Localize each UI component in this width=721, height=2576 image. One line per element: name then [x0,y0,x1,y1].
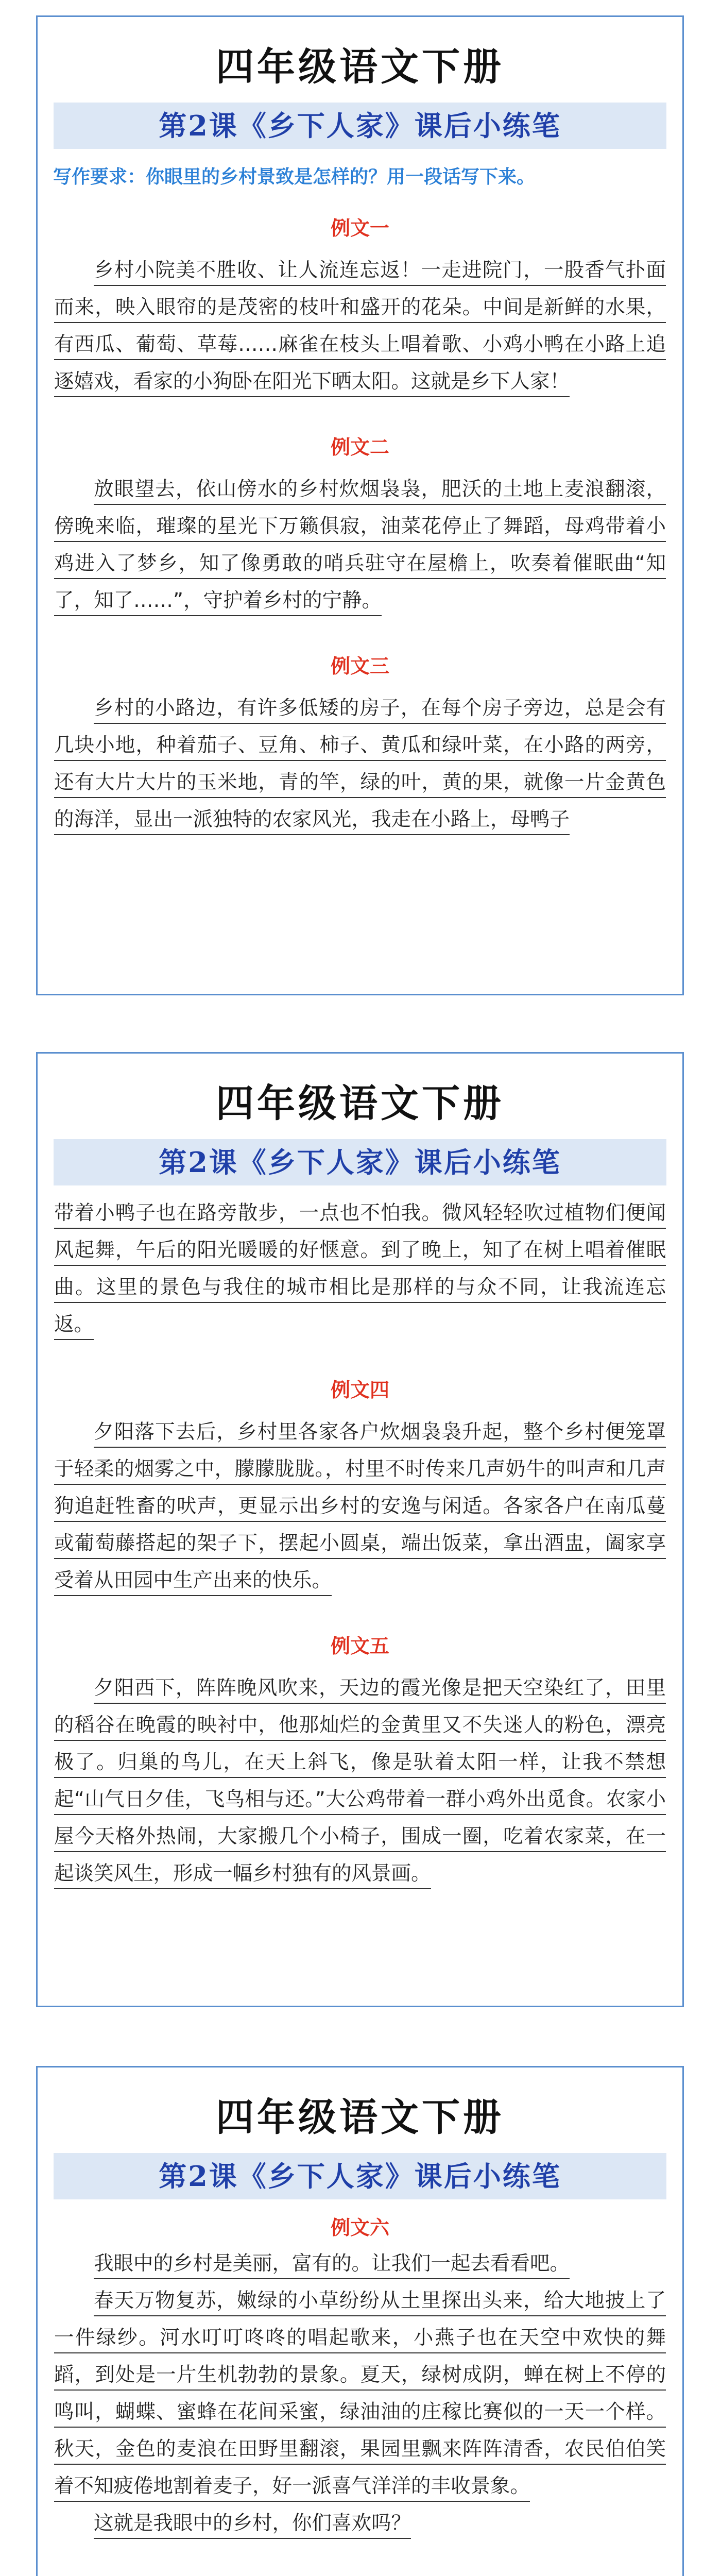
essay-heading: 例文四 [330,1379,389,1401]
worksheet-page-1 [36,15,684,995]
essay-paragraph [54,2282,666,2505]
essay-paragraph [54,2505,666,2542]
essay-paragraph [54,1670,666,1892]
lesson-subtitle: 第2课《乡下人家》课后小练笔 [54,2153,666,2199]
essay-text: 夕阳落下去后，乡村里各家各户炊烟袅袅升起，整个乡村便笼罩于轻柔的烟雾之中，朦朦胧胧。，村里不时传来几声奶牛的叫声和几声狗追赶牲畜的吠声，更显示出乡村的安逸与闲适。各家各户在南瓜蔓或葡萄藤搭起的架子下，摆起小圆桌，端出饭菜，拿出酒盅，阖家享受着从田园中生产出来的快乐。 [54,1420,666,1596]
essay-text: 这就是我眼中的乡村，你们喜欢吗？ [94,2512,411,2539]
worksheet-page-2 [36,1052,684,2007]
lesson-subtitle: 第2课《乡下人家》课后小练笔 [54,103,666,149]
essay-heading: 例文二 [330,436,389,459]
page-title: 四年级语文下册 [216,45,504,89]
writing-requirement: 写作要求：你眼里的乡村景致是怎样的？用一段话写下来。 [53,166,536,188]
essay-text: 夕阳西下，阵阵晚风吹来，天边的霞光像是把天空染红了，田里的稻谷在晚霞的映衬中，他那灿烂的金黄里又不失迷人的粉色，漂亮极了。归巢的鸟儿，在天上斜飞，像是驮着太阳一样，让我不禁想起“山气日夕佳，飞鸟相与还。”大公鸡带着一群小鸡外出觅食。农家小屋今天格外热闹，大家搬几个小椅子，围成一圈，吃着农家菜，在一起谈笑风生，形成一幅乡村独有的风景画。 [54,1676,666,1889]
essay-paragraph [54,1414,666,1599]
page-title: 四年级语文下册 [216,2095,504,2140]
essay-paragraph-continued [54,1195,666,1343]
worksheet-page-3 [36,2066,684,2576]
essay-paragraph [54,690,666,838]
essay-text: 乡村的小路边，有许多低矮的房子，在每个房子旁边，总是会有几块小地，种着茄子、豆角、柿子、黄瓜和绿叶菜，在小路的两旁，还有大片大片的玉米地，青的竿，绿的叶，黄的果，就像一片金黄色的海洋，显出一派独特的农家风光，我走在小路上，母鸭子 [54,697,666,835]
essay-paragraph [54,2245,666,2282]
essay-heading: 例文六 [330,2216,389,2239]
essay-text: 乡村小院美不胜收、让人流连忘返！一走进院门，一股香气扑面而来，映入眼帘的是茂密的枝叶和盛开的花朵。中间是新鲜的水果，有西瓜、葡萄、草莓……麻雀在枝头上唱着歌、小鸡小鸭在小路上追逐嬉戏，看家的小狗卧在阳光下晒太阳。这就是乡下人家！ [54,259,666,397]
essay-text: 春天万物复苏，嫩绿的小草纷纷从土里探出头来，给大地披上了一件绿纱。河水叮叮咚咚的唱起歌来，小燕子也在天空中欢快的舞蹈，到处是一片生机勃勃的景象。夏天，绿树成阴，蝉在树上不停的鸣叫，蝴蝶、蜜蜂在花间采蜜，绿油油的庄稼比赛似的一天一个样。秋天，金色的麦浪在田野里翻滚，果园里飘来阵阵清香，农民伯伯笑着不知疲倦地割着麦子，好一派喜气洋洋的丰收景象。 [54,2289,666,2502]
essay-heading: 例文一 [330,217,389,240]
essay-text: 带着小鸭子也在路旁散步，一点也不怕我。微风轻轻吹过植物们便闻风起舞，午后的阳光暖暖的好惬意。到了晚上，知了在树上唱着催眠曲。这里的景色与我住的城市相比是那样的与众不同，让我流连忘返。 [54,1201,666,1340]
page-title: 四年级语文下册 [216,1081,504,1126]
essay-text: 放眼望去，依山傍水的乡村炊烟袅袅，肥沃的土地上麦浪翻滚，傍晚来临，璀璨的星光下万籁俱寂，油菜花停止了舞蹈，母鸡带着小鸡进入了梦乡，知了像勇敢的哨兵驻守在屋檐上，吹奏着催眠曲“知了，知了……”，守护着乡村的宁静。 [54,478,666,616]
essay-heading: 例文三 [330,655,389,677]
essay-heading: 例文五 [330,1635,389,1657]
essay-paragraph [54,252,666,400]
essay-heading [38,2573,682,2576]
lesson-subtitle: 第2课《乡下人家》课后小练笔 [54,1139,666,1185]
essay-paragraph [54,471,666,619]
essay-text: 我眼中的乡村是美丽，富有的。让我们一起去看看吧。 [94,2252,570,2279]
